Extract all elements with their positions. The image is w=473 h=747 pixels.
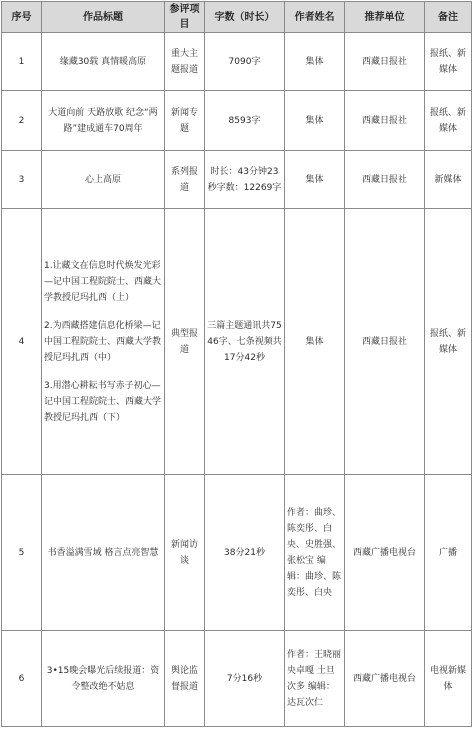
cell-unit: 西藏日报社	[345, 91, 425, 151]
cell-category: 系列报道	[165, 151, 205, 209]
cell-unit: 西藏广播电视台	[345, 475, 425, 631]
cell-category: 典型报道	[165, 209, 205, 475]
table-row	[2, 151, 472, 209]
cell-no: 3	[2, 151, 42, 209]
cell-author: 集体	[285, 151, 345, 209]
header-length: 字数（时长）	[205, 2, 285, 33]
header-category: 参评项目	[165, 2, 205, 33]
cell-unit: 西藏广播电视台	[345, 631, 425, 727]
cell-length: 7分16秒	[205, 631, 285, 727]
cell-title	[42, 209, 165, 475]
cell-no: 6	[2, 631, 42, 727]
cell-author: 作者：曲珍、陈奕彤、白央、史胜强、张松宝 编辑：曲珍、陈奕彤、白央	[285, 475, 345, 631]
table-row	[2, 91, 472, 151]
cell-unit: 西藏日报社	[345, 33, 425, 91]
header-title: 作品标题	[42, 2, 165, 33]
header-row	[2, 2, 472, 33]
header-no: 序号	[2, 2, 42, 33]
cell-category: 新闻专题	[165, 91, 205, 151]
cell-no: 2	[2, 91, 42, 151]
table-row	[2, 209, 472, 475]
cell-length: 时长：43分钟23秒字数：12269字	[205, 151, 285, 209]
cell-title: 缘藏30载 真情暖高原	[42, 33, 165, 91]
cell-title: 心上高原	[42, 151, 165, 209]
cell-note: 新媒体	[425, 151, 472, 209]
cell-note: 电视新媒体	[425, 631, 472, 727]
cell-category: 重大主题报道	[165, 33, 205, 91]
header-note: 备注	[425, 2, 472, 33]
header-author: 作者姓名	[285, 2, 345, 33]
title-part: 1.让藏文在信息时代焕发光彩—记中国工程院院士、西藏大学教授尼玛扎西（上）	[44, 260, 162, 303]
title-part: 3.用潜心耕耘书写赤子初心—记中国工程院院士、西藏大学教授尼玛扎西（下）	[44, 380, 162, 423]
title-part: 2.为西藏搭建信息化桥梁—记中国工程院院士、西藏大学教授尼玛扎西（中）	[44, 320, 162, 363]
cell-unit: 西藏日报社	[345, 209, 425, 475]
cell-author: 作者：王晓丽 央卓嘎 土旦 次多 编辑：达瓦次仁	[285, 631, 345, 727]
cell-length: 7090字	[205, 33, 285, 91]
cell-author: 集体	[285, 33, 345, 91]
cell-no: 1	[2, 33, 42, 91]
cell-no: 5	[2, 475, 42, 631]
cell-note: 报纸、新媒体	[425, 91, 472, 151]
table-row	[2, 33, 472, 91]
cell-unit: 西藏日报社	[345, 151, 425, 209]
cell-author: 集体	[285, 91, 345, 151]
cell-note: 报纸、新媒体	[425, 33, 472, 91]
cell-author: 集体	[285, 209, 345, 475]
cell-note: 广播	[425, 475, 472, 631]
cell-category: 舆论监督报道	[165, 631, 205, 727]
cell-length: 38分21秒	[205, 475, 285, 631]
works-table	[1, 1, 472, 727]
cell-note: 报纸、新媒体	[425, 209, 472, 475]
table-row	[2, 631, 472, 727]
cell-title: 大道向前 天路放歌 纪念“两路”建成通车70周年	[42, 91, 165, 151]
cell-length: 三篇主题通讯共7546字、七条视频共17分42秒	[205, 209, 285, 475]
cell-no: 4	[2, 209, 42, 475]
cell-length: 8593字	[205, 91, 285, 151]
table-row	[2, 475, 472, 631]
cell-title: 3•15晚会曝光后续报道：资令整改绝不姑息	[42, 631, 165, 727]
header-unit: 推荐单位	[345, 2, 425, 33]
cell-category: 新闻访谈	[165, 475, 205, 631]
cell-title: 书香溢满雪域 格言点亮智慧	[42, 475, 165, 631]
